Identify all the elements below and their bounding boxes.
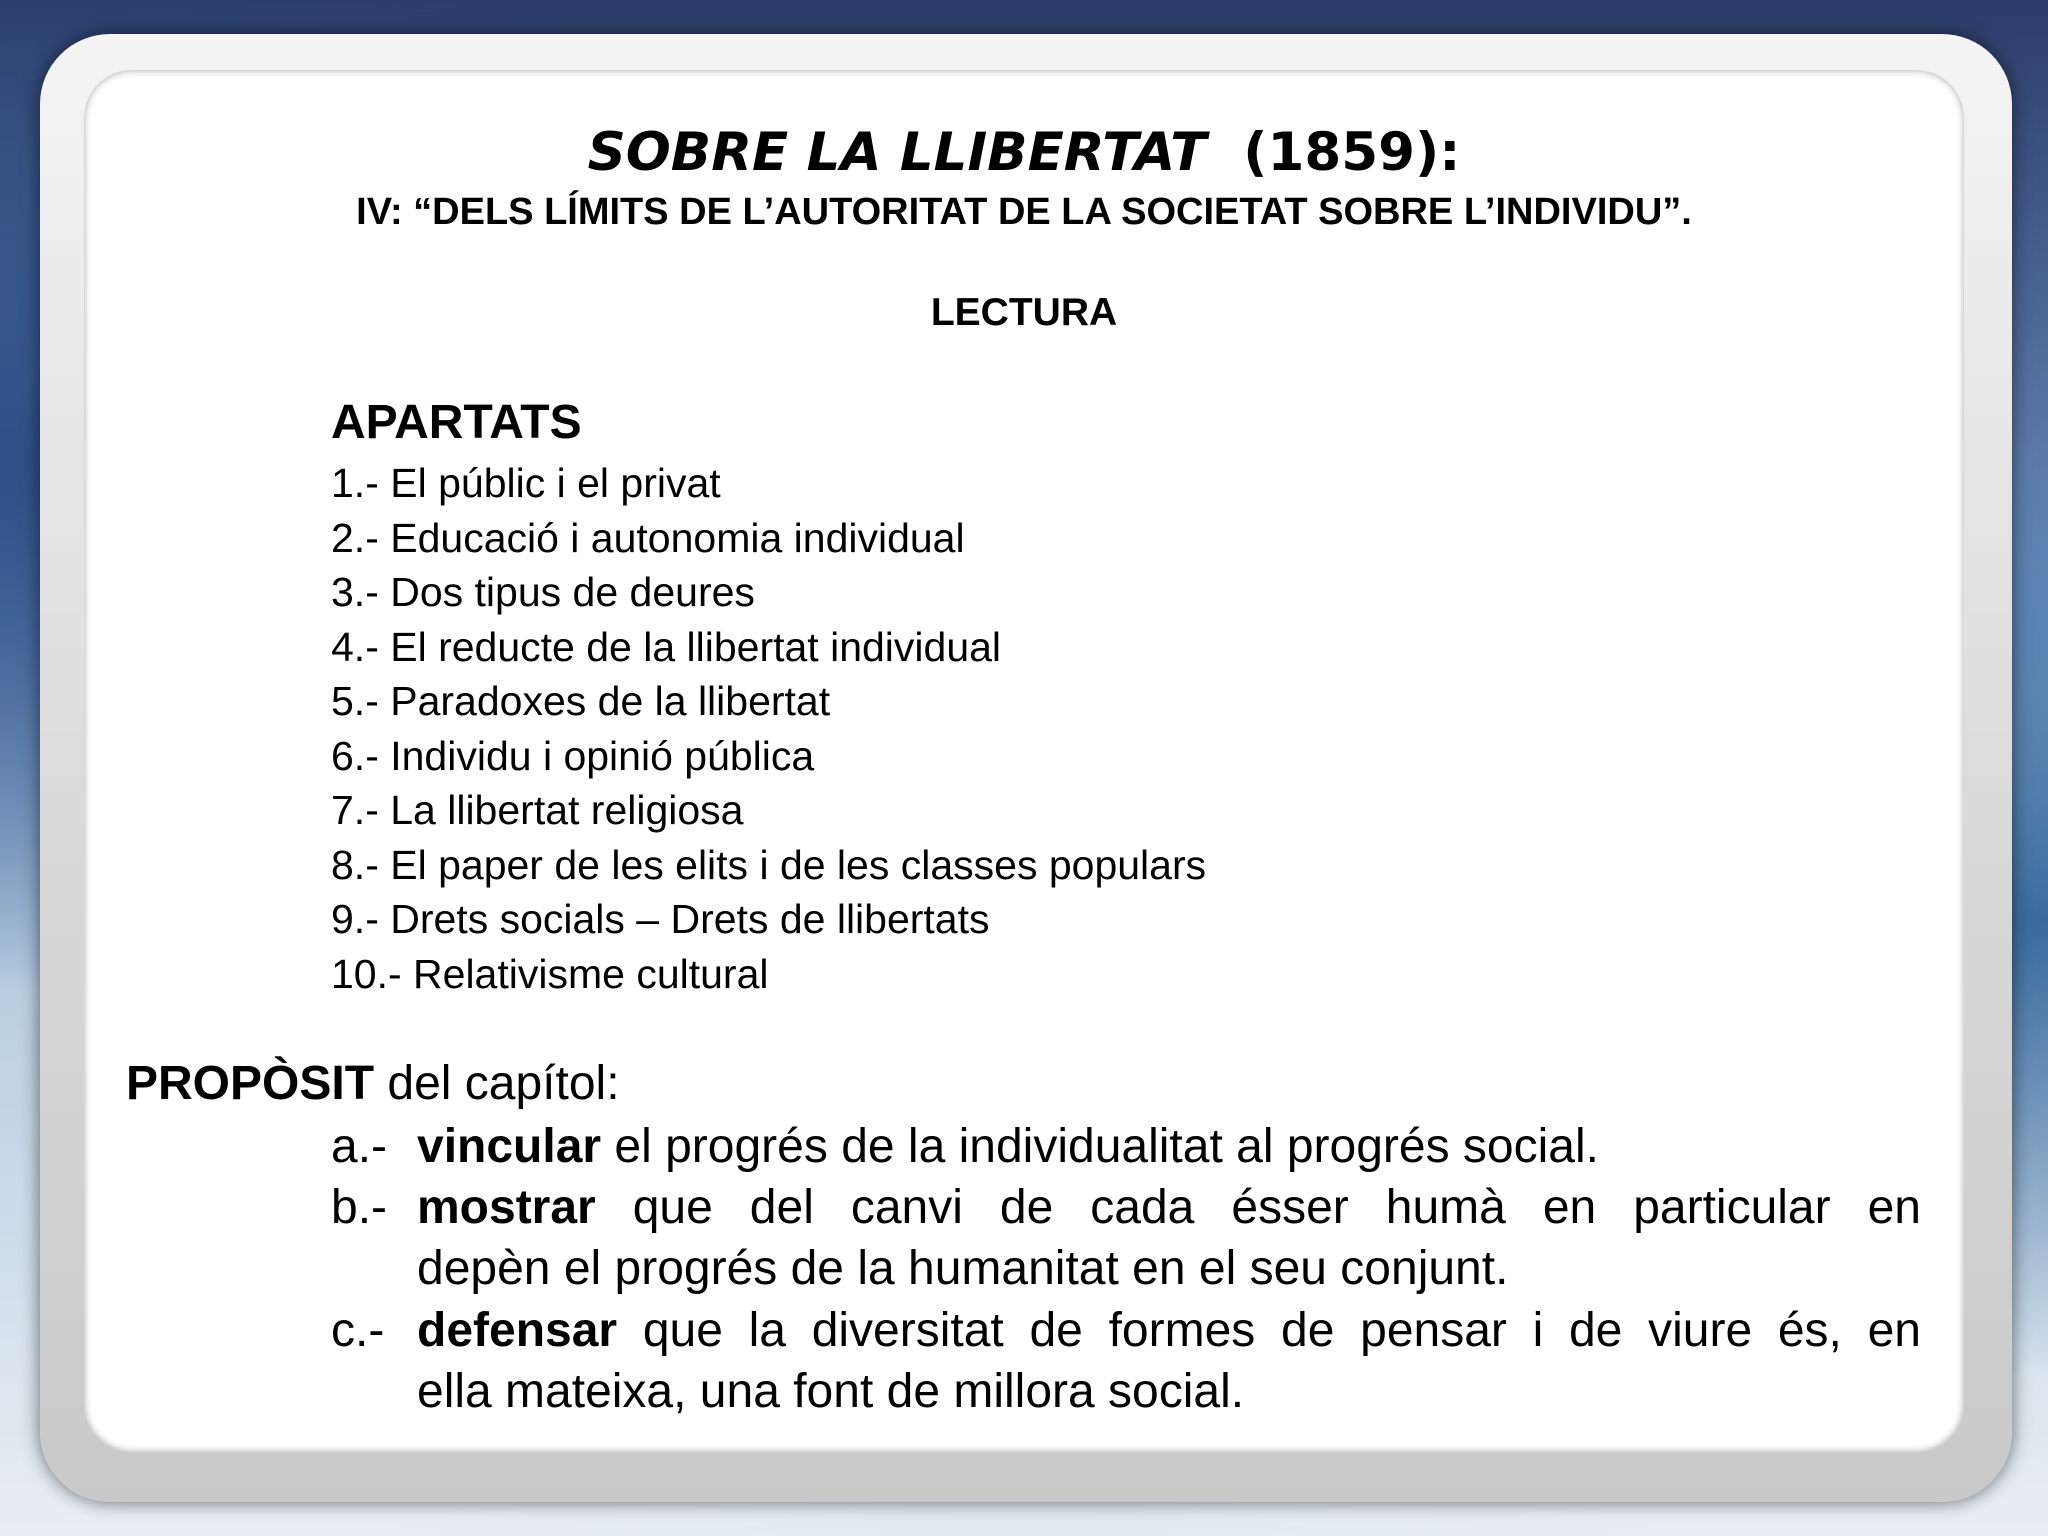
- purpose-verb: defensar: [417, 1304, 618, 1357]
- purpose-continuation: depèn el progrés de la humanitat en el seu conjunt.: [417, 1242, 1509, 1295]
- apartat-item: 2.- Educació i autonomia individual: [331, 514, 965, 561]
- apartat-item: 7.- La llibertat religiosa: [331, 787, 744, 833]
- apartat-item: 1.- El públic i el privat: [331, 460, 721, 506]
- purpose-line: [417, 1177, 1921, 1238]
- purpose-text: el progrés de la individualitat al progrés social.: [601, 1120, 1599, 1173]
- apartat-item: 4.- El reducte de la llibertat individual: [331, 623, 1002, 670]
- purpose-text: que la diversitat de formes de pensar i de viure és, en: [617, 1304, 1921, 1357]
- proposit-label: PROPÒSIT: [126, 1057, 375, 1110]
- purpose-verb: vincular: [417, 1120, 602, 1173]
- apartat-item: 10.- Relativisme cultural: [331, 950, 769, 997]
- apartat-item: 6.- Individu i opinió pública: [331, 732, 815, 779]
- purpose-text: que del canvi de cada ésser humà en particular en: [595, 1181, 1921, 1234]
- proposit-heading: [126, 1052, 620, 1116]
- apartat-item: 8.- El paper de les elits i de les classes populars: [331, 841, 1207, 888]
- purpose-item-b: [331, 1177, 1921, 1299]
- apartat-item: 3.- Dos tipus de deures: [331, 569, 755, 615]
- apartats-list: [331, 456, 1206, 1001]
- page-title: [0, 118, 2048, 188]
- purpose-item-a: [331, 1116, 1921, 1177]
- purpose-item-c: [331, 1300, 1921, 1422]
- apartat-item: 9.- Drets socials – Drets de llibertats: [331, 896, 990, 942]
- purpose-line: [417, 1116, 1921, 1177]
- purpose-continuation: ella mateixa, una font de millora social.: [417, 1365, 1245, 1418]
- apartats-heading: APARTATS: [331, 396, 582, 449]
- purpose-line: [417, 1300, 1921, 1361]
- purpose-marker: b.-: [331, 1181, 388, 1234]
- apartat-item: 5.- Paradoxes de la llibertat: [331, 678, 831, 724]
- proposit-rest: del capítol:: [374, 1057, 620, 1110]
- title-year: (1859):: [1243, 122, 1461, 183]
- purpose-marker: a.-: [331, 1120, 388, 1173]
- purpose-verb: mostrar: [417, 1181, 596, 1234]
- title-italic-part: SOBRE LA LLIBERTAT: [587, 122, 1207, 183]
- purpose-marker: c.-: [331, 1304, 385, 1357]
- lectura-heading: LECTURA: [930, 291, 1118, 334]
- chapter-subtitle: IV: “DELS LÍMITS DE L’AUTORITAT DE LA SOCIETAT SOBRE L’INDIVIDU”.: [356, 191, 1692, 233]
